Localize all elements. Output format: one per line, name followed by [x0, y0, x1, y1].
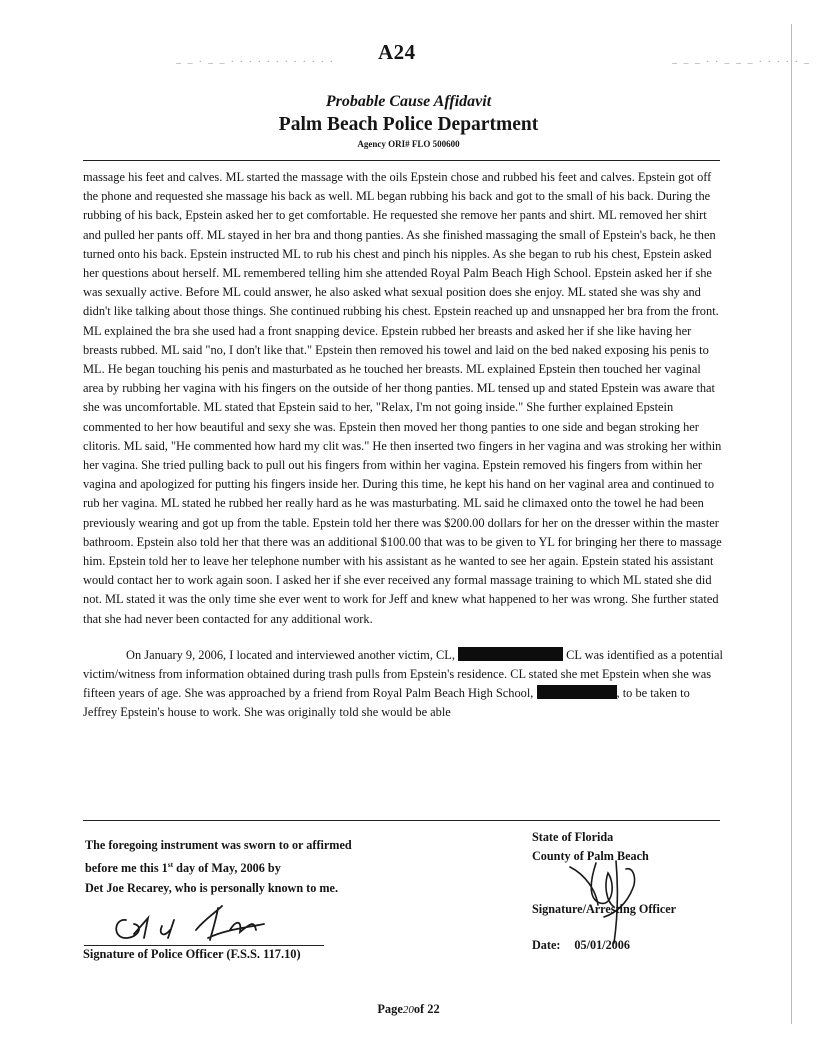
agency-ori: Agency ORI# FLO 500600 [357, 139, 460, 149]
jurat-ordinal-suffix: st [167, 860, 174, 869]
jurat-line-1: The foregoing instrument was sworn to or affirmed [85, 838, 352, 852]
redaction-box [458, 647, 563, 661]
paragraph-2-part-c: , to be taken to Jeffrey Epstein's house to work. She was originally told she would be able [83, 686, 690, 720]
paragraph-2-part-a: On January 9, 2006, I located and interviewed another victim, CL, [126, 647, 455, 662]
page-label: Page [377, 1002, 403, 1016]
affidavit-body [83, 168, 723, 723]
paragraph-2 [83, 646, 723, 723]
date-label: Date: [532, 938, 561, 952]
document-title: Probable Cause Affidavit [325, 93, 492, 110]
county-label: County of Palm Beach [532, 849, 649, 863]
signature-divider [83, 820, 720, 821]
jurat-line-2 [85, 855, 352, 878]
signature-line [84, 945, 324, 946]
faint-header-marks-left: _ _ . _ _ . . . . . . . . . . . . [176, 54, 335, 65]
margin-rule [791, 24, 792, 1024]
date-row [532, 938, 630, 953]
department-name: Palm Beach Police Department [278, 114, 539, 135]
jurat-line-2-text: before me this 1 [85, 861, 168, 876]
paragraph-1: massage his feet and calves. ML started the massage with the oils Epstein chose and rubbed his feet and calves. Epstein got off the phone and requested she massage his back as well. ML began rubbing his back and got to the small of his back. During the rubbing of his back, Epstein asked her to get comfortable. He requested she remove her pants and shirt. ML removed her shirt and pulled her pants off. ML stayed in her bra and thong panties. As she finished massaging the small of Epstein's back, he then turned onto his back. Epstein instructed ML to rub his chest and pinch his nipples. As she began to rub his chest, Epstein asked her questions about herself. ML remembered telling him she attended Royal Palm Beach High School. Epstein asked her if she was sexually active. Before ML could answer, he also asked what sexual position does she enjoy. ML stated she was shy and didn't like talking about those things. She continued rubbing his chest. Epstein reached up and unsnapped her bra from the front. ML explained the bra she used had a front snapping device. Epstein rubbed her breasts and asked her if she like having her breasts rubbed. ML said "no, I don't like that." Epstein then removed his towel and laid on the bed naked exposing his penis to ML. He began touching his penis and masturbated as he touched her breasts. ML explained Epstein then touched her vaginal area by rubbing her vagina with his fingers on the outside of her thong panties. ML tensed up and stated Epstein was aware that she was uncomfortable. ML stated that Epstein said to her, "Relax, I'm not going inside." She further explained Epstein commented to her how beautiful and sexy she was. Epstein then moved her thong panties to one side and began stroking her clitoris. ML said, "He commented how hard my clit was." He then inserted two fingers in her vagina and was stroking her within her vagina. She tried pulling back to pull out his fingers from within her vagina. Epstein removed his fingers from within her vagina and apologized for putting his fingers inside her. During this time, he kept his hand on her vaginal area and continued to rub her vagina. ML stated he rubbed her really hard as he was masturbating. ML said he climaxed onto the towel he had been previously wearing and got up from the table. Epstein told her there was $200.00 dollars for her on the dresser within the master bathroom. Epstein also told her that there was an additional $100.00 that was to be given to YL for bringing her there to massage him. Epstein told her to leave her telephone number with his assistant as he wanted to see her again. Epstein stated his assistant would contact her to work again soon. I asked her if she ever received any formal massage training to which ML stated she did not. ML stated it was the only time she ever went to work for Jeff and knew what happened to her was wrong. She further stated that she had never been contacted for any additional work. [83, 170, 722, 626]
page-number [0, 1002, 817, 1017]
police-officer-signature-label: Signature of Police Officer (F.S.S. 117.10) [83, 947, 301, 961]
page-id: A24 [378, 40, 416, 64]
jurat-line-2-rest: day of May, 2006 by [173, 861, 281, 876]
date-value: 05/01/2006 [574, 938, 630, 952]
page-total: of 22 [413, 1002, 440, 1016]
page-current: 20 [402, 1004, 414, 1016]
arresting-officer-signature-label: Signature/Arresting Officer [532, 902, 677, 916]
police-officer-signature [104, 890, 294, 945]
state-label: State of Florida [532, 830, 614, 844]
paragraph-2-part-b: CL was identified as a potential victim/witness from information obtained during trash pulls from Epstein's residence. CL stated she met Epstein when she was fifteen years of age. She was approached by a friend from Royal Palm Beach High School, [83, 647, 723, 701]
jurat-block [85, 835, 352, 898]
jurat-line-3: Det Joe Recarey, who is personally known to me. [85, 881, 338, 896]
header-divider [83, 160, 720, 161]
faint-header-marks-right: _ _ _ . . _ _ _ . . . . . _ [672, 54, 811, 65]
redaction-box [537, 685, 617, 699]
arresting-officer-signature [556, 855, 666, 945]
